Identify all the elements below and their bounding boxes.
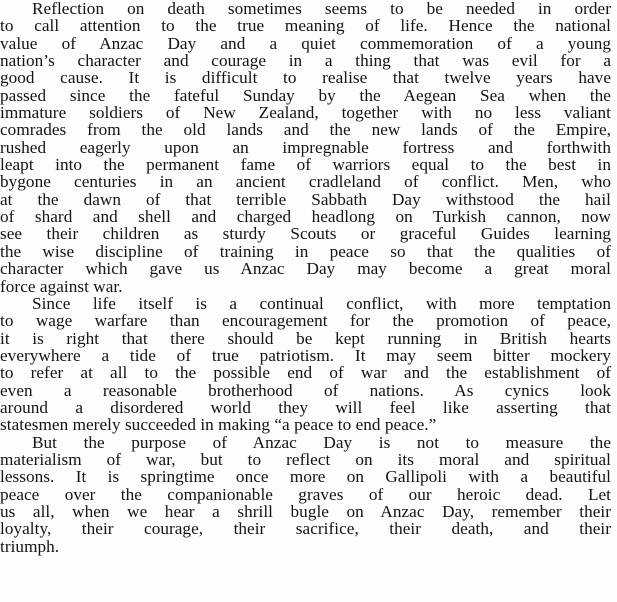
text-line: of shard and shell and charged headlong on Turkish cannon, now [0, 207, 611, 227]
text-line: everywhere a tide of true patriotism. It may seem bitter mockery [0, 345, 611, 365]
text-line: loyalty, their courage, their sacrifice, their death, and their [0, 519, 611, 539]
text-line: immature soldiers of New Zealand, together with no less valiant [0, 103, 611, 123]
text-line: passed since the fateful Sunday by the Aegean Sea when the [0, 85, 611, 105]
text-line: to wage warfare than encouragement for the promotion of peace, [0, 311, 611, 331]
text-line: statesmen merely succeeded in making “a peace to end peace.” [0, 415, 437, 435]
text-line: it is right that there should be kept running in British hearts [0, 328, 611, 348]
paragraph-3 [0, 434, 611, 555]
text-line: us all, when we hear a shrill bugle on Anzac Day, remember their [0, 501, 611, 521]
text-line: force against war. [0, 276, 123, 296]
text-line: see their children as sturdy Scouts or graceful Guides learning [0, 224, 611, 244]
paragraph-2 [0, 295, 611, 434]
text-line: materialism of war, but to reflect on its moral and spiritual [0, 449, 611, 469]
text-line: Since life itself is a continual conflict, with more temptation [32, 293, 611, 313]
text-line: character which gave us Anzac Day may become a great moral [0, 259, 611, 279]
text-line: nation’s character and courage in a thing that was evil for a [0, 51, 611, 71]
text-line: Reflection on death sometimes seems to be needed in order [32, 0, 611, 18]
text-line: value of Anzac Day and a quiet commemoration of a young [0, 33, 611, 53]
text-line: at the dawn of that terrible Sabbath Day withstood the hail [0, 189, 611, 209]
text-line: leapt into the permanent fame of warriors equal to the best in [0, 155, 611, 175]
text-line: peace over the companionable graves of our heroic dead. Let [0, 484, 611, 504]
text-line: triumph. [0, 536, 60, 556]
text-line: But the purpose of Anzac Day is not to measure the [32, 432, 611, 452]
text-line: bygone centuries in an ancient cradleland of conflict. Men, who [0, 172, 611, 192]
text-line: good cause. It is difficult to realise that twelve years have [0, 68, 611, 88]
text-line: rushed eagerly upon an impregnable fortress and forthwith [0, 137, 611, 157]
text-line: the wise discipline of training in peace so that the qualities of [0, 241, 611, 261]
paragraph-1 [0, 0, 611, 295]
text-line: even a reasonable brotherhood of nations. As cynics look [0, 380, 611, 400]
text-line: lessons. It is springtime once more on Gallipoli with a beautiful [0, 467, 611, 487]
text-line: comrades from the old lands and the new lands of the Empire, [0, 120, 611, 140]
text-line: to call attention to the true meaning of life. Hence the national [0, 16, 611, 36]
text-line: to refer at all to the possible end of war and the establishment of [0, 363, 611, 383]
text-line: around a disordered world they will feel like asserting that [0, 397, 611, 417]
